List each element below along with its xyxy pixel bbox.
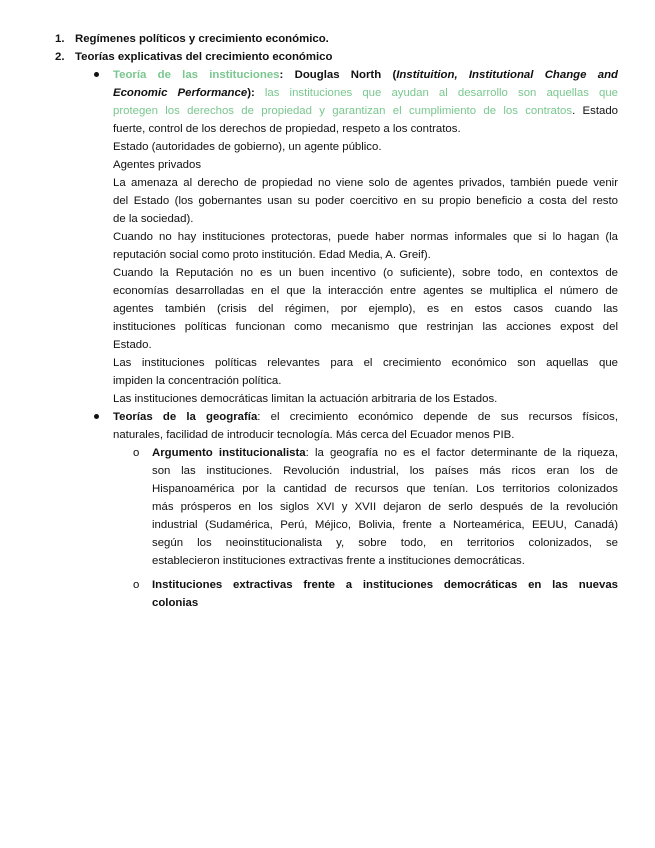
paragraph-line: instituciones políticas funcionan como mecanismo que restrinjan las acciones expost del xyxy=(113,321,618,333)
paragraph-line: Cuando no hay instituciones protectoras, puede haber normas informales que si lo hagan (la xyxy=(113,231,618,243)
heading-2: Teorías explicativas del crecimiento económico xyxy=(75,51,333,63)
text-cont: : la geografía no es el factor determinante de la riqueza, xyxy=(305,447,618,459)
paragraph-line: impiden la concentración política. xyxy=(113,375,282,387)
paragraph-line: fuerte, control de los derechos de propiedad, respeto a los contratos. xyxy=(113,123,461,135)
institutions-line-2 xyxy=(113,84,618,102)
paragraph-line: Estado. xyxy=(113,339,152,351)
paren-close: ): xyxy=(247,87,255,99)
paragraph-line: economías desarrolladas en el que la interacción entre agentes se multiplica el número de xyxy=(113,285,618,297)
bullet-icon xyxy=(94,414,99,419)
paragraph-line: naturales, facilidad de introducir tecnología. Más cerca del Ecuador menos PIB. xyxy=(113,429,515,441)
circle-bullet-icon: o xyxy=(133,447,140,459)
extractive-institutions-heading-cont: colonias xyxy=(152,597,199,609)
geography-theory-title: Teorías de la geografía xyxy=(113,411,258,423)
text-cont: : el crecimiento económico depende de sus recursos físicos, xyxy=(257,411,618,423)
paragraph-line: de la sociedad). xyxy=(113,213,194,225)
text-cont: . Estado xyxy=(572,105,618,117)
circle-bullet-icon: o xyxy=(133,579,140,591)
extractive-institutions-heading: Instituciones extractivas frente a instituciones democráticas en las nuevas xyxy=(152,579,618,591)
highlight-text-cont: protegen los derechos de propiedad y garantizan el cumplimiento de los contratos xyxy=(113,105,573,117)
institutions-line-3 xyxy=(113,102,618,120)
paragraph-line: Hispanoamérica por la cantidad de recursos que tenían. Los territorios colonizados xyxy=(152,483,618,495)
paragraph-line: del Estado (los gobernantes usan su poder coercitivo en su propio beneficio a costa del resto xyxy=(113,195,618,207)
list-number-1: 1. xyxy=(55,33,65,45)
paragraph-line: La amenaza al derecho de propiedad no viene solo de agentes privados, también puede venir xyxy=(113,177,618,189)
paragraph-line: industrial (Sudamérica, Perú, Méjico, Bolivia, frente a Norteamérica, EEUU, Canadá) xyxy=(152,519,618,531)
author-name: Douglas North ( xyxy=(294,69,397,81)
work-title: Instituition, Institutional Change and xyxy=(396,69,618,81)
bullet-icon xyxy=(94,72,99,77)
institutions-line-1 xyxy=(113,66,618,84)
paragraph-line: según los neoinstitucionalista y, sobre todo, en territorios colonizados, se xyxy=(152,537,618,549)
list-number-2: 2. xyxy=(55,51,65,63)
paragraph-line: son las instituciones. Revolución industrial, los países más ricos eran los de xyxy=(152,465,618,477)
paragraph-line: Estado (autoridades de gobierno), un agente público. xyxy=(113,141,382,153)
institutions-theory-title: Teoría de las instituciones xyxy=(113,69,280,81)
paragraph-line: reputación social como proto institución. Edad Media, A. Greif). xyxy=(113,249,431,261)
institutional-argument-title: Argumento institucionalista xyxy=(152,447,306,459)
paragraph-line: más prósperos en los siglos XVI y XVII dejaron de serlo después de la revolución xyxy=(152,501,618,513)
paragraph-line: Cuando la Reputación no es un buen incentivo (o suficiente), sobre todo, en contextos de xyxy=(113,267,618,279)
paragraph-line: establecieron instituciones extractivas frente a instituciones democráticas. xyxy=(152,555,525,567)
institutional-argument-line-1 xyxy=(152,444,618,462)
heading-1: Regímenes políticos y crecimiento económico. xyxy=(75,33,329,45)
paragraph-line: agentes también (crisis del régimen, por ejemplo), es en estos casos cuando las xyxy=(113,303,618,315)
paragraph-line: Las instituciones políticas relevantes para el crecimiento económico son aquellas que xyxy=(113,357,618,369)
highlight-text: las instituciones que ayudan al desarrollo son aquellas que xyxy=(264,87,618,99)
work-title-cont: Economic Performance xyxy=(113,87,248,99)
geography-line-1 xyxy=(113,408,618,426)
colon: : xyxy=(279,69,284,81)
paragraph-line: Agentes privados xyxy=(113,159,202,171)
paragraph-line: Las instituciones democráticas limitan la actuación arbitraria de los Estados. xyxy=(113,393,498,405)
